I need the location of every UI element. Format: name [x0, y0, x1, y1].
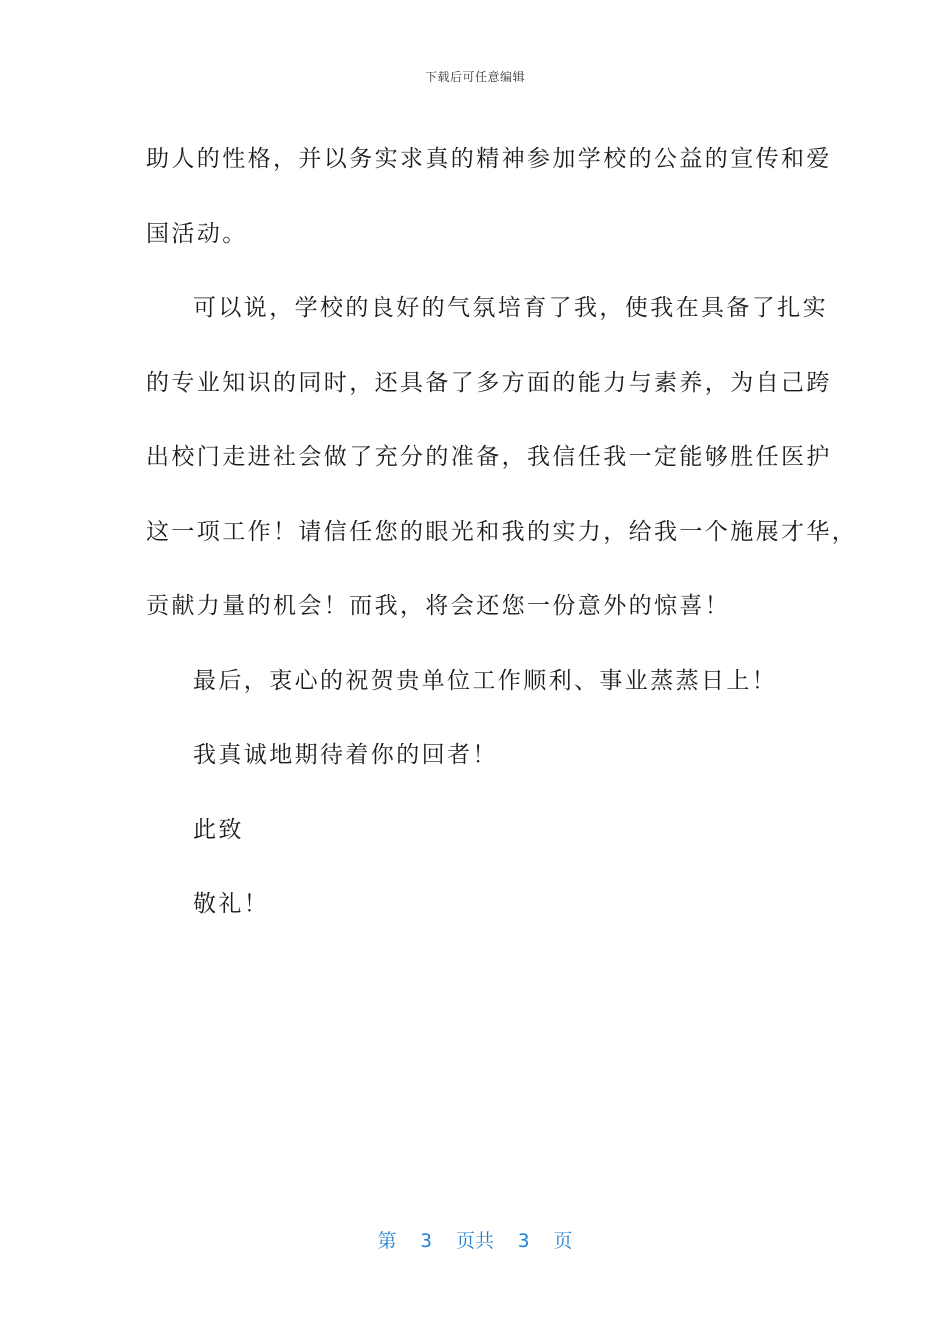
- footer-middle: 页共: [455, 1230, 494, 1252]
- body-line-6: 这一项工作！请信任您的眼光和我的实力，给我一个施展才华，: [146, 518, 858, 545]
- body-line-4: 的专业知识的同时，还具备了多方面的能力与素养，为自己跨: [146, 369, 832, 396]
- page-number-footer: [0, 1226, 950, 1253]
- body-line-7: 贡献力量的机会！而我，将会还您一份意外的惊喜！: [146, 593, 731, 619]
- closing-expectation-line: 我真诚地期待着你的回者！: [193, 742, 498, 768]
- salutation-cizhi: 此致: [193, 816, 244, 843]
- salutation-jingli: 敬礼！: [193, 891, 270, 917]
- footer-total-pages: 3: [518, 1230, 530, 1252]
- header-note: 下载后可任意编辑: [424, 70, 525, 84]
- footer-suffix: 页: [553, 1230, 573, 1252]
- body-line-5: 出校门走进社会做了充分的准备，我信任我一定能够胜任医护: [146, 444, 832, 470]
- footer-prefix: 第: [377, 1230, 397, 1252]
- closing-wish-line: 最后，衷心的祝贺贵单位工作顺利、事业蒸蒸日上！: [193, 667, 778, 694]
- footer-current-page: 3: [420, 1230, 432, 1252]
- body-line-3: 可以说，学校的良好的气氛培育了我，使我在具备了扎实: [193, 295, 828, 321]
- letter-body: [146, 122, 858, 942]
- body-line-1: 助人的性格，并以务实求真的精神参加学校的公益的宣传和爱: [146, 146, 832, 172]
- body-line-2: 国活动。: [146, 220, 248, 247]
